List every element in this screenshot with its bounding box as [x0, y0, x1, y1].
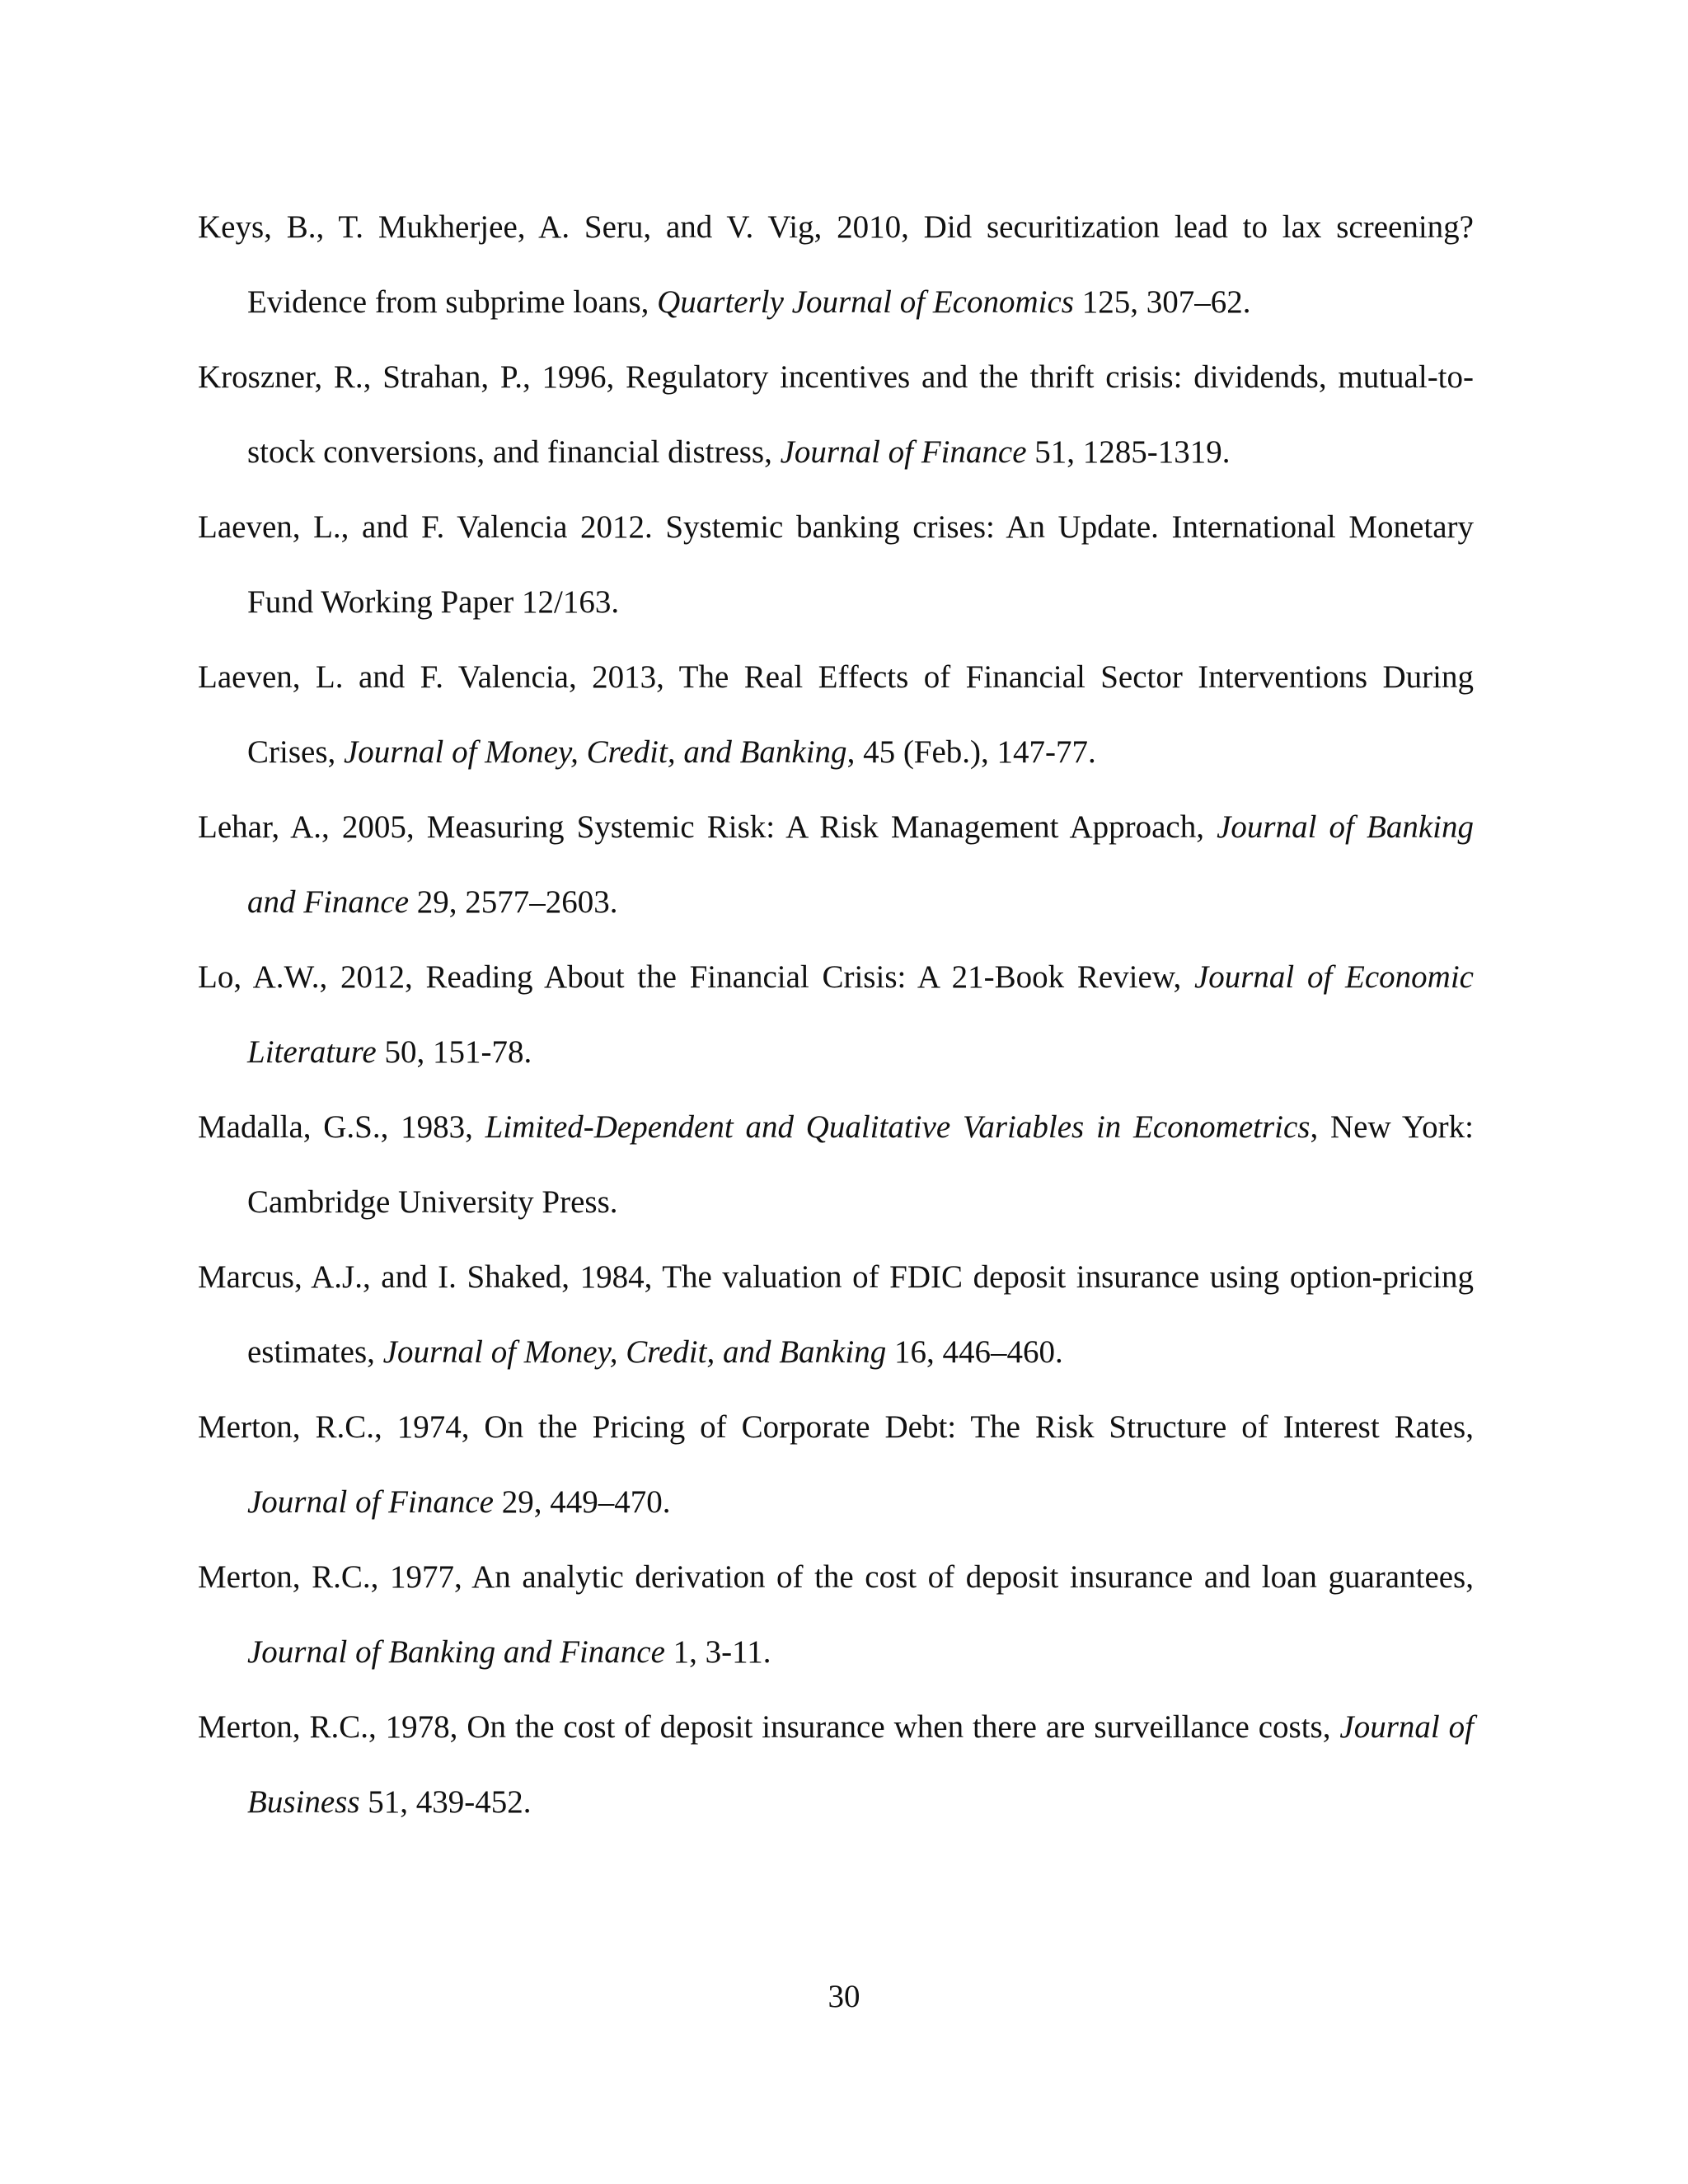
reference-source-title: Journal of Money, Credit, and Banking	[344, 734, 847, 770]
reference-text: 1, 3-11.	[664, 1634, 771, 1670]
reference-source-title: Journal of Economic Literature	[247, 959, 1474, 1070]
reference-source-title: Journal of Finance	[247, 1484, 494, 1520]
reference-text: Merton, R.C., 1977, An analytic derivation of the cost of deposit insurance and loan guarantees,	[198, 1559, 1474, 1595]
reference-entry	[198, 190, 1474, 340]
reference-entry	[198, 490, 1474, 640]
reference-source-title: Journal of Money, Credit, and Banking	[382, 1334, 887, 1370]
reference-entry	[198, 340, 1474, 490]
reference-text: Laeven, L., and F. Valencia 2012. Systemic banking crises: An Update. International Monetary Fund Working Paper 12/163.	[198, 509, 1474, 620]
reference-entry	[198, 1690, 1474, 1840]
reference-text: Keys, B., T. Mukherjee, A. Seru, and V. Vig, 2010, Did securitization lead to lax screening? Evidence from subprime loans,	[198, 209, 1474, 320]
reference-entry	[198, 790, 1474, 940]
reference-text: Merton, R.C., 1978, On the cost of deposit insurance when there are surveillance costs,	[198, 1709, 1340, 1745]
reference-text: , 45 (Feb.), 147-77.	[846, 734, 1096, 770]
reference-text: Marcus, A.J., and I. Shaked, 1984, The valuation of FDIC deposit insurance using option-pricing estimates,	[198, 1259, 1474, 1370]
reference-text: Merton, R.C., 1974, On the Pricing of Corporate Debt: The Risk Structure of Interest Rates,	[198, 1409, 1474, 1445]
reference-entry	[198, 640, 1474, 790]
reference-source-title: Journal of Finance	[780, 434, 1027, 470]
reference-entry	[198, 1090, 1474, 1240]
reference-text: , New York: Cambridge University Press.	[247, 1109, 1474, 1220]
reference-text: 50, 151-78.	[376, 1034, 532, 1070]
reference-text: 16, 446–460.	[886, 1334, 1063, 1370]
reference-entry	[198, 1240, 1474, 1390]
reference-text: Lo, A.W., 2012, Reading About the Financial Crisis: A 21-Book Review,	[198, 959, 1194, 995]
reference-text: 29, 2577–2603.	[409, 884, 618, 920]
page-number: 30	[828, 1979, 860, 2014]
reference-entry	[198, 940, 1474, 1090]
reference-list	[198, 190, 1474, 1840]
reference-text: 125, 307–62.	[1073, 284, 1251, 320]
reference-text: Madalla, G.S., 1983,	[198, 1109, 485, 1145]
reference-text: Lehar, A., 2005, Measuring Systemic Risk: A Risk Management Approach,	[198, 809, 1217, 845]
reference-text: Kroszner, R., Strahan, P., 1996, Regulatory incentives and the thrift crisis: dividends, mutual-to-stock conversions, and financial distress,	[198, 359, 1474, 470]
reference-entry	[198, 1390, 1474, 1540]
reference-source-title: Limited-Dependent and Qualitative Variables in Econometrics	[485, 1109, 1311, 1145]
reference-text: 29, 449–470.	[493, 1484, 671, 1520]
reference-text: Laeven, L. and F. Valencia, 2013, The Real Effects of Financial Sector Interventions During Crises,	[198, 659, 1474, 770]
reference-source-title: Journal of Business	[247, 1709, 1474, 1820]
reference-source-title: Journal of Banking and Finance	[247, 809, 1474, 920]
reference-source-title: Quarterly Journal of Economics	[657, 284, 1074, 320]
reference-text: 51, 1285-1319.	[1026, 434, 1231, 470]
reference-text: 51, 439-452.	[359, 1784, 532, 1820]
reference-entry	[198, 1540, 1474, 1690]
reference-source-title: Journal of Banking and Finance	[247, 1634, 665, 1670]
